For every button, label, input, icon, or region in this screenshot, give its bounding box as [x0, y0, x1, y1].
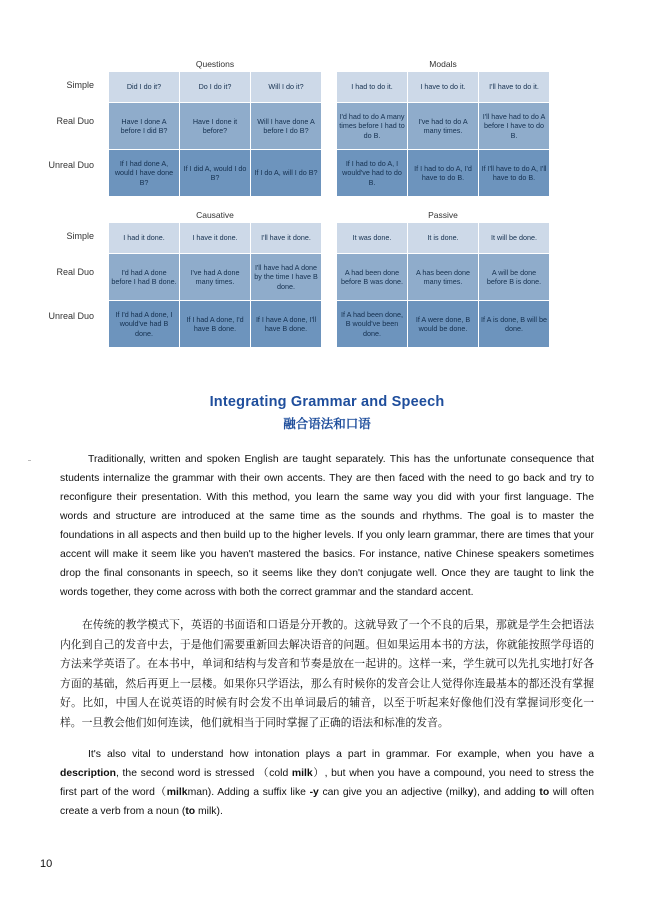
cell: It is done. — [408, 223, 479, 254]
text-run-bold: milk — [291, 768, 313, 779]
text-run: milk). — [195, 806, 223, 817]
cell: It was done. — [337, 223, 408, 254]
text-run: ）, but when you have a compound, you need to stress the first part of the word（ — [60, 768, 594, 798]
row-labels-group-1 — [0, 58, 108, 187]
cell: A had been done before B was done. — [337, 254, 408, 301]
passive-grid — [336, 222, 550, 348]
cell: I'll have had to do A before I have to do B. — [479, 103, 550, 150]
table-causative — [108, 209, 322, 348]
table-row — [109, 103, 322, 150]
text-run: ), and adding — [473, 787, 540, 798]
table-row-questions-modals — [0, 58, 646, 197]
paragraph-english-2 — [60, 745, 594, 821]
cell: If A were done, B would be done. — [408, 301, 479, 348]
table-caption-questions: Questions — [195, 59, 235, 69]
cell: I'd had to do A many times before I had to do B. — [337, 103, 408, 150]
cell: I've had A done many times. — [180, 254, 251, 301]
cell: If A is done, B will be done. — [479, 301, 550, 348]
cell: If I have A done, I'll have B done. — [251, 301, 322, 348]
text-run: man). Adding a suffix like — [187, 787, 310, 798]
cell: Do I do it? — [180, 72, 251, 103]
questions-grid — [108, 71, 322, 197]
page-number: 10 — [40, 858, 53, 870]
cell: If I did A, would I do B? — [180, 150, 251, 197]
cell: Have I done A before I did B? — [109, 103, 180, 150]
cell: Have I done it before? — [180, 103, 251, 150]
cell: If I do A, will I do B? — [251, 150, 322, 197]
cell: I have it done. — [180, 223, 251, 254]
cell: I had to do it. — [337, 72, 408, 103]
text-run-bold: to — [539, 787, 550, 798]
table-caption-causative: Causative — [196, 210, 234, 220]
cell: I'd had A done before I had B done. — [109, 254, 180, 301]
section-title-chinese: 融合语法和口语 — [283, 417, 371, 431]
cell: If I'll have to do A, I'll have to do B. — [479, 150, 550, 197]
cell: If I had to do A, I'd have to do B. — [408, 150, 479, 197]
cell: Will I have done A before I do B? — [251, 103, 322, 150]
text-run-bold: -y — [309, 787, 319, 798]
text-run-bold: description — [60, 768, 117, 779]
cell: Did I do it? — [109, 72, 180, 103]
cell: I'll have to do it. — [479, 72, 550, 103]
cell: I've had to do A many times. — [408, 103, 479, 150]
row-label-unreal-duo: Unreal Duo — [48, 311, 94, 321]
table-row — [109, 301, 322, 348]
cell: If A had been done, B would've been done. — [337, 301, 408, 348]
section-title-english: Integrating Grammar and Speech — [209, 394, 445, 410]
table-row — [337, 301, 550, 348]
text-run-bold: to — [185, 806, 196, 817]
page-edge-mark — [28, 460, 31, 461]
text-run-bold: y — [467, 787, 474, 798]
cell: Will I do it? — [251, 72, 322, 103]
cell: If I had to do A, I would've had to do B. — [337, 150, 408, 197]
cell: If I had A done, I'd have B done. — [180, 301, 251, 348]
cell: If I had done A, would I have done B? — [109, 150, 180, 197]
paragraph-english-1: Traditionally, written and spoken English are taught separately. This has the unfortunate consequence that students internalize the grammar with their own accents. They are then faced with the need to go back and try to reconfigure their presentation. With this method, you learn the same way you did with your first language. The words and structure are introduced at the same time as the sounds and rhythms. The goal is to master the foundations in all aspects and then build up to the higher levels. If you only learn grammar, there are times that your accent will make it seem like you haven't mastered the basics. For instance, native Chinese speakers sometimes drop the final consonants in speech, so it seems like they don't conjugate well. Once they are taught to link the words together, they come across with both the correct grammar and the standard accent. — [60, 454, 594, 598]
table-row — [109, 254, 322, 301]
row-label-simple: Simple — [66, 231, 94, 241]
cell: I have to do it. — [408, 72, 479, 103]
paragraph-chinese-1: 在传统的教学模式下，英语的书面语和口语是分开教的。这就导致了一个不良的后果，那就是学生会把语法内化到自己的发音中去，于是他们需要重新回去解决语音的问题。但如果运用本书的方法，你就能按照学母语的方法来学英语了。在本书中，单词和结构与发音和节奏是放在一起讲的。这样一来，学生就可以先扎实地打好各方面的基础，然后再更上一层楼。如果你只学语法，那么有时候你的发音会让人觉得你连最基本的都还没有掌握好。比如，中国人在说英语的时候有时会发不出单词最后的辅音，以至于听起来好像他们没有掌握词形变化一样。一旦教会他们如何连读，他们就相当于同时掌握了正确的语法和标准的发音。 — [60, 618, 594, 729]
row-label-simple: Simple — [66, 80, 94, 90]
article-body — [60, 394, 594, 834]
text-run-bold: milk — [166, 787, 188, 798]
table-passive — [336, 209, 550, 348]
text-run: It's also vital to understand how intonation plays a part in grammar. For example, when you have a — [88, 749, 594, 760]
table-questions — [108, 58, 322, 197]
row-label-real-duo: Real Duo — [56, 116, 94, 126]
cell: I had it done. — [109, 223, 180, 254]
cell: I'll have had A done by the time I have B done. — [251, 254, 322, 301]
text-run: can give you an adjective (milk — [318, 787, 468, 798]
table-row — [109, 150, 322, 197]
table-row — [109, 72, 322, 103]
text-run: , the second word is stressed （cold — [116, 768, 292, 779]
cell: If I'd had A done, I would've had B done. — [109, 301, 180, 348]
causative-grid — [108, 222, 322, 348]
row-label-real-duo: Real Duo — [56, 267, 94, 277]
table-row — [337, 103, 550, 150]
table-caption-passive: Passive — [428, 210, 458, 220]
cell: I'll have it done. — [251, 223, 322, 254]
row-labels-group-2 — [0, 209, 108, 338]
table-row — [337, 254, 550, 301]
grammar-tables — [0, 58, 646, 354]
cell: It will be done. — [479, 223, 550, 254]
cell: A has been done many times. — [408, 254, 479, 301]
table-caption-modals: Modals — [429, 59, 457, 69]
row-label-unreal-duo: Unreal Duo — [48, 160, 94, 170]
table-row — [337, 72, 550, 103]
cell: A will be done before B is done. — [479, 254, 550, 301]
table-modals — [336, 58, 550, 197]
table-row — [337, 223, 550, 254]
modals-grid — [336, 71, 550, 197]
text-run: will often create a verb from a noun ( — [60, 787, 594, 817]
table-row — [109, 223, 322, 254]
table-row-causative-passive — [0, 209, 646, 348]
table-row — [337, 150, 550, 197]
